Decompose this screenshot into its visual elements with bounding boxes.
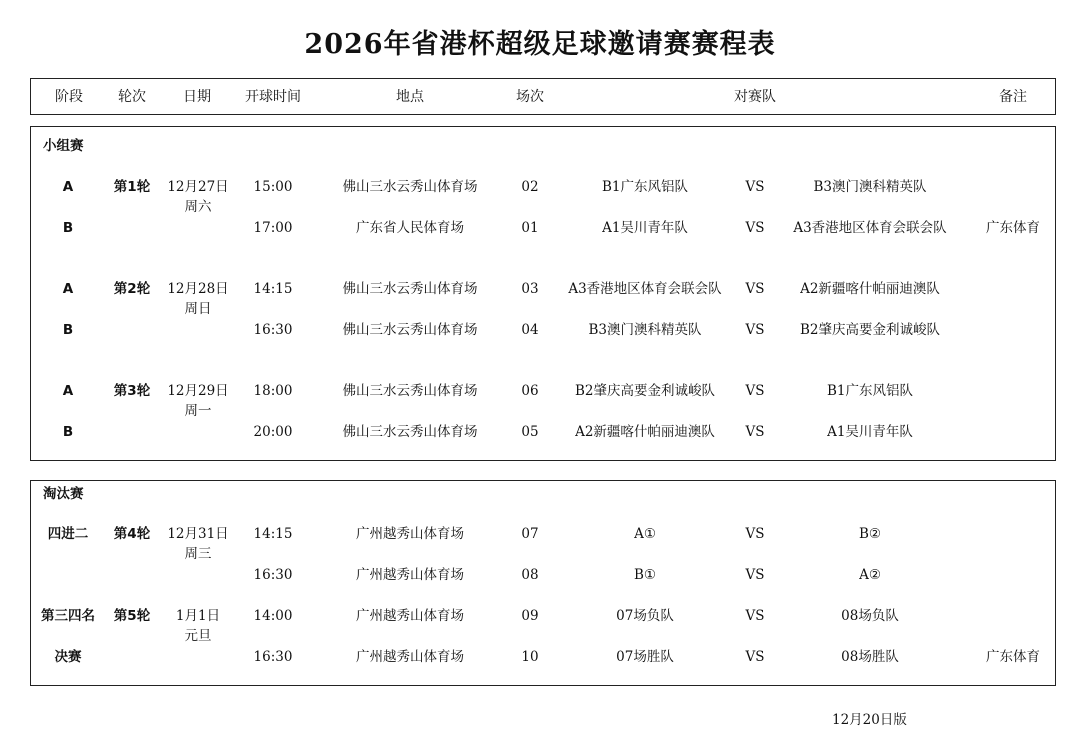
time-cell: 17:00 — [253, 220, 293, 236]
venue-cell: 佛山三水云秀山体育场 — [342, 322, 478, 338]
match-cell: 02 — [521, 179, 539, 195]
away-team-cell: A2新疆喀什帕丽迪澳队 — [800, 281, 940, 297]
header-match: 场次 — [516, 89, 544, 105]
venue-cell: 佛山三水云秀山体育场 — [342, 281, 478, 297]
home-team-cell: A1吴川青年队 — [602, 220, 688, 236]
vs-cell: VS — [745, 220, 765, 236]
vs-cell: VS — [745, 383, 765, 399]
home-team-cell: A3香港地区体育会联会队 — [568, 281, 722, 297]
header-round: 轮次 — [118, 89, 146, 105]
weekday-cell: 周三 — [184, 546, 212, 562]
away-team-cell: 08场胜队 — [841, 649, 899, 665]
vs-cell: VS — [745, 424, 765, 440]
header-date: 日期 — [183, 89, 211, 105]
stage-cell: 四进二 — [47, 526, 89, 542]
vs-cell: VS — [745, 649, 765, 665]
header-venue: 地点 — [396, 89, 424, 105]
match-cell: 08 — [521, 567, 539, 583]
venue-cell: 广东省人民体育场 — [356, 220, 464, 236]
match-cell: 06 — [521, 383, 539, 399]
match-cell: 03 — [521, 281, 539, 297]
home-team-cell: 07场负队 — [616, 608, 674, 624]
time-cell: 20:00 — [253, 424, 293, 440]
home-team-cell: A① — [634, 526, 656, 542]
round-cell: 第1轮 — [113, 179, 151, 195]
section-title: 淘汰赛 — [43, 486, 84, 502]
home-team-cell: A2新疆喀什帕丽迪澳队 — [575, 424, 715, 440]
header-row — [30, 78, 1056, 115]
away-team-cell: A1吴川青年队 — [827, 424, 913, 440]
home-team-cell: B1广东风铝队 — [601, 179, 689, 195]
note-cell: 广东体育 — [986, 220, 1040, 236]
venue-cell: 佛山三水云秀山体育场 — [342, 424, 478, 440]
time-cell: 14:15 — [253, 526, 293, 542]
round-cell: 第2轮 — [113, 281, 151, 297]
away-team-cell: B3澳门澳科精英队 — [813, 179, 927, 195]
note-cell: 广东体育 — [986, 649, 1040, 665]
weekday-cell: 周日 — [184, 301, 212, 317]
knockout-stage-table — [30, 480, 1056, 686]
venue-cell: 广州越秀山体育场 — [356, 649, 464, 665]
away-team-cell: 08场负队 — [841, 608, 899, 624]
header-stage: 阶段 — [55, 89, 83, 105]
time-cell: 14:00 — [253, 608, 293, 624]
round-cell: 第3轮 — [113, 383, 151, 399]
header-teams: 对赛队 — [734, 89, 776, 105]
home-team-cell: B3澳门澳科精英队 — [588, 322, 702, 338]
away-team-cell: B1广东风铝队 — [826, 383, 914, 399]
group-stage-table — [30, 126, 1056, 461]
away-team-cell: A② — [859, 567, 881, 583]
stage-cell: A — [62, 383, 74, 399]
version-note: 12月20日版 — [832, 712, 907, 728]
time-cell: 15:00 — [253, 179, 293, 195]
date-cell: 12月29日 — [167, 383, 229, 399]
home-team-cell: B① — [633, 567, 657, 583]
venue-cell: 广州越秀山体育场 — [356, 567, 464, 583]
time-cell: 18:00 — [253, 383, 293, 399]
match-cell: 04 — [521, 322, 539, 338]
vs-cell: VS — [745, 526, 765, 542]
home-team-cell: 07场胜队 — [616, 649, 674, 665]
weekday-cell: 周一 — [184, 403, 212, 419]
date-cell: 1月1日 — [175, 608, 221, 624]
match-cell: 10 — [521, 649, 539, 665]
venue-cell: 广州越秀山体育场 — [356, 608, 464, 624]
stage-cell: B — [62, 424, 74, 440]
header-note: 备注 — [999, 89, 1027, 105]
stage-cell: 决赛 — [54, 649, 82, 665]
time-cell: 16:30 — [253, 567, 293, 583]
time-cell: 14:15 — [253, 281, 293, 297]
stage-cell: B — [62, 220, 74, 236]
time-cell: 16:30 — [253, 649, 293, 665]
away-team-cell: A3香港地区体育会联会队 — [793, 220, 947, 236]
round-cell: 第4轮 — [113, 526, 151, 542]
venue-cell: 佛山三水云秀山体育场 — [342, 179, 478, 195]
match-cell: 07 — [521, 526, 539, 542]
away-team-cell: B2肇庆高要金利诚峻队 — [799, 322, 941, 338]
date-cell: 12月27日 — [167, 179, 229, 195]
page-title: 2026年省港杯超级足球邀请赛赛程表 — [304, 29, 776, 60]
time-cell: 16:30 — [253, 322, 293, 338]
match-cell: 01 — [521, 220, 539, 236]
stage-cell: B — [62, 322, 74, 338]
weekday-cell: 周六 — [184, 199, 212, 215]
match-cell: 05 — [521, 424, 539, 440]
home-team-cell: B2肇庆高要金利诚峻队 — [574, 383, 716, 399]
stage-cell: A — [62, 281, 74, 297]
round-cell: 第5轮 — [113, 608, 151, 624]
venue-cell: 广州越秀山体育场 — [356, 526, 464, 542]
vs-cell: VS — [745, 608, 765, 624]
header-kickoff: 开球时间 — [245, 89, 301, 105]
venue-cell: 佛山三水云秀山体育场 — [342, 383, 478, 399]
vs-cell: VS — [745, 567, 765, 583]
date-cell: 12月31日 — [167, 526, 229, 542]
stage-cell: 第三四名 — [41, 608, 95, 624]
vs-cell: VS — [745, 281, 765, 297]
vs-cell: VS — [745, 322, 765, 338]
stage-cell: A — [62, 179, 74, 195]
section-title: 小组赛 — [43, 138, 84, 154]
vs-cell: VS — [745, 179, 765, 195]
away-team-cell: B② — [858, 526, 882, 542]
date-cell: 12月28日 — [167, 281, 229, 297]
match-cell: 09 — [521, 608, 539, 624]
weekday-cell: 元旦 — [184, 628, 212, 644]
